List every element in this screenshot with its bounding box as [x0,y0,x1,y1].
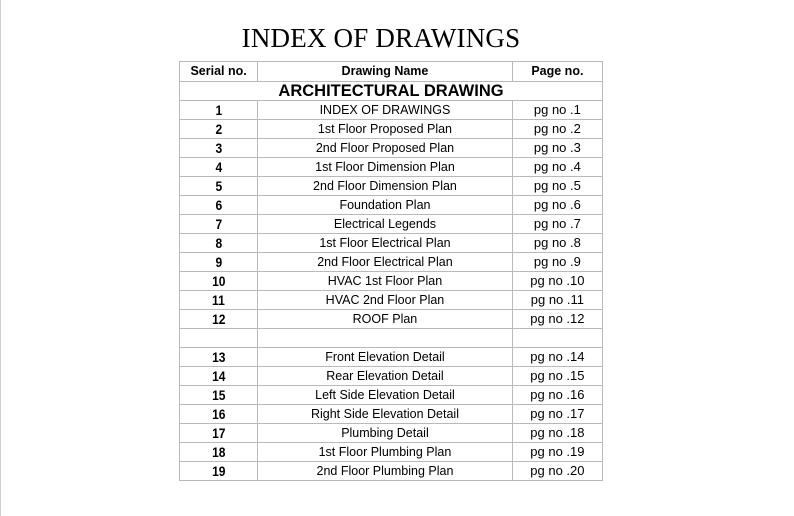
drawing-name-cell: HVAC 2nd Floor Plan [258,291,513,310]
table-row [180,253,603,272]
table-row [180,234,603,253]
drawing-name-cell: 2nd Floor Proposed Plan [258,139,513,158]
page-number-cell: pg no .11 [512,291,602,310]
serial-cell [180,291,258,310]
table-row [180,177,603,196]
drawings-index-table [179,61,603,481]
table-row [180,424,603,443]
serial-number: 12 [211,311,226,327]
page-number-cell: pg no .7 [512,215,602,234]
drawing-name-cell: 2nd Floor Plumbing Plan [258,462,513,481]
blank-cell [258,329,513,348]
serial-cell [180,215,258,234]
page-number-cell: pg no .20 [512,462,602,481]
serial-number: 10 [211,273,226,289]
drawing-name-cell: ROOF Plan [258,310,513,329]
serial-cell [180,101,258,120]
table-row [180,139,603,158]
drawing-name-cell: Foundation Plan [258,196,513,215]
page-title: INDEX OF DRAWINGS [241,23,521,53]
page-number-cell: pg no .8 [512,234,602,253]
drawing-name-cell: 1st Floor Proposed Plan [258,120,513,139]
serial-cell [180,139,258,158]
drawing-name-cell: 1st Floor Plumbing Plan [258,443,513,462]
drawing-name-cell: HVAC 1st Floor Plan [258,272,513,291]
serial-cell [180,386,258,405]
serial-cell [180,310,258,329]
serial-cell [180,158,258,177]
table-row [180,310,603,329]
page-left-edge [0,0,1,516]
serial-number: 3 [215,140,222,156]
page-number-cell: pg no .14 [512,348,602,367]
drawing-name-cell: Front Elevation Detail [258,348,513,367]
drawing-name-cell: 1st Floor Electrical Plan [258,234,513,253]
serial-number: 15 [211,387,226,403]
serial-number: 4 [215,159,222,175]
blank-cell [512,329,602,348]
serial-cell [180,405,258,424]
page-number-cell: pg no .3 [512,139,602,158]
table-row [180,101,603,120]
serial-number: 1 [215,102,222,118]
serial-number: 2 [215,121,222,137]
serial-cell [180,443,258,462]
drawing-name-cell: Rear Elevation Detail [258,367,513,386]
page-number-cell: pg no .2 [512,120,602,139]
table-row [180,386,603,405]
page-number-cell: pg no .18 [512,424,602,443]
page-number-cell: pg no .10 [512,272,602,291]
serial-cell [180,348,258,367]
serial-cell [180,424,258,443]
serial-number: 13 [211,349,226,365]
section-title: ARCHITECTURAL DRAWING [180,82,603,101]
page-number-cell: pg no .6 [512,196,602,215]
drawing-name-cell: 1st Floor Dimension Plan [258,158,513,177]
serial-number: 5 [215,178,222,194]
serial-cell [180,234,258,253]
table-row [180,462,603,481]
table-row [180,120,603,139]
table-row [180,348,603,367]
serial-number: 11 [212,292,225,308]
drawing-name-cell: Plumbing Detail [258,424,513,443]
serial-cell [180,367,258,386]
table-row [180,272,603,291]
serial-cell [180,196,258,215]
page-number-cell: pg no .5 [512,177,602,196]
serial-cell [180,272,258,291]
serial-number: 17 [211,425,226,441]
table-row [180,405,603,424]
page-number-cell: pg no .4 [512,158,602,177]
table-row [180,215,603,234]
serial-number: 8 [215,235,222,251]
serial-cell [180,177,258,196]
header-serial-no: Serial no. [180,62,258,82]
section-row [180,82,603,101]
page-number-cell: pg no .9 [512,253,602,272]
blank-cell [180,329,258,348]
drawing-name-cell: Electrical Legends [258,215,513,234]
page-number-cell: pg no .19 [512,443,602,462]
table-row [180,443,603,462]
serial-number: 19 [211,463,226,479]
page-number-cell: pg no .16 [512,386,602,405]
page-number-cell: pg no .17 [512,405,602,424]
table-row [180,196,603,215]
header-page-no: Page no. [512,62,602,82]
serial-number: 9 [215,254,222,270]
serial-cell [180,253,258,272]
page-number-cell: pg no .15 [512,367,602,386]
table-header-row [180,62,603,82]
table-row [180,367,603,386]
serial-number: 18 [211,444,226,460]
serial-number: 16 [211,406,226,422]
drawing-name-cell: Right Side Elevation Detail [258,405,513,424]
serial-cell [180,462,258,481]
page-number-cell: pg no .1 [512,101,602,120]
serial-number: 6 [215,197,222,213]
table-row [180,291,603,310]
serial-cell [180,120,258,139]
serial-number: 7 [215,216,222,232]
table-row [180,158,603,177]
drawing-name-cell: INDEX OF DRAWINGS [258,101,513,120]
drawing-name-cell: 2nd Floor Electrical Plan [258,253,513,272]
blank-row [180,329,603,348]
drawing-name-cell: 2nd Floor Dimension Plan [258,177,513,196]
page-number-cell: pg no .12 [512,310,602,329]
header-drawing-name: Drawing Name [258,62,513,82]
serial-number: 14 [211,368,226,384]
drawing-name-cell: Left Side Elevation Detail [258,386,513,405]
